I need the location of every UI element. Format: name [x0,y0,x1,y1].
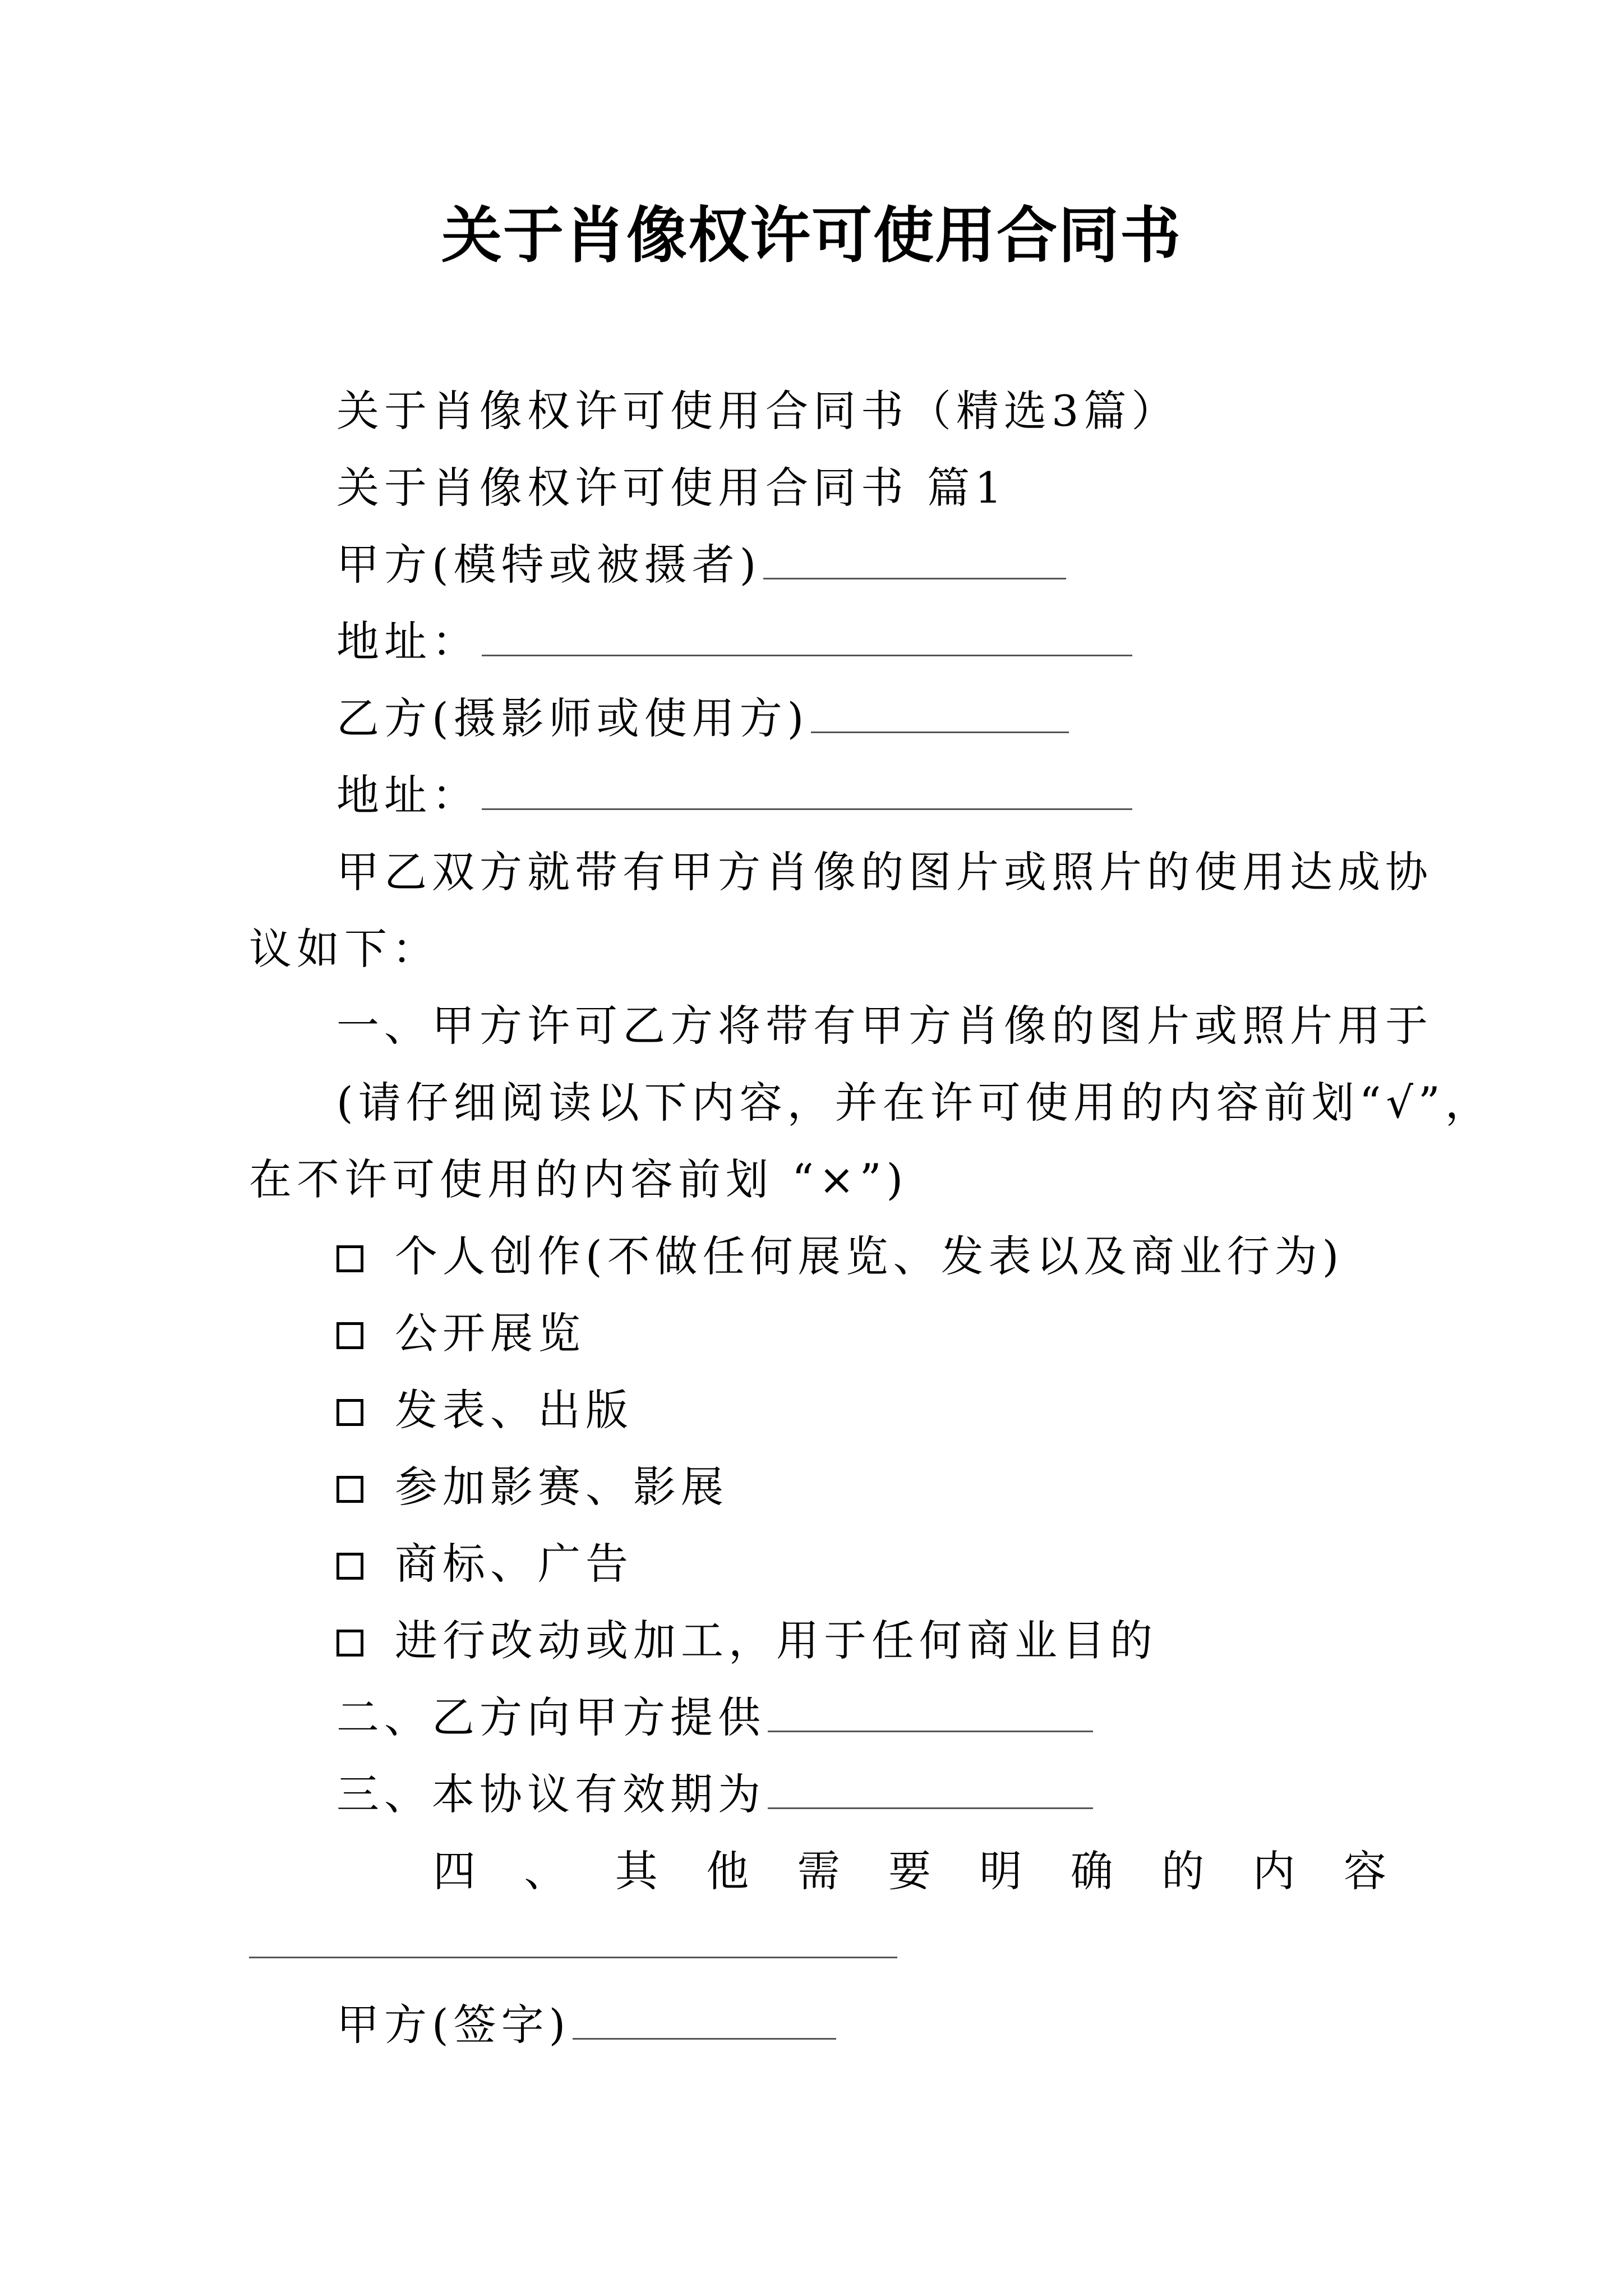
signature-blank[interactable] [573,2038,836,2040]
option-row [336,1228,1344,1285]
option-label: 参加影赛、影展 [395,1462,728,1512]
intro-line-1: 甲乙双方就带有甲方肖像的图片或照片的使用达成协 [336,847,1433,897]
address-line-2 [336,767,1132,823]
clause-4-char: 明 [979,1846,1022,1896]
signature-label: 甲方(签字) [336,2000,571,2050]
party-a-label: 甲方(模特或被摄者) [336,540,762,590]
clause-2-line [336,1690,1093,1746]
option-row [336,1613,1158,1669]
clause-3-blank[interactable] [768,1807,1093,1809]
clause-4-char: 要 [888,1846,931,1896]
document-title: 关于肖像权许可使用合同书 [441,200,1182,271]
clause-4-char: 内 [1252,1846,1295,1896]
option-label: 个人创作(不做任何展览、发表以及商业行为) [395,1231,1344,1281]
clause-4-char: 四 [433,1846,476,1896]
address-line-1 [336,614,1132,670]
instruction-line-1: (请仔细阅读以下内容，并在许可使用的内容前划“√”， [336,1078,1493,1128]
party-a-blank[interactable] [763,578,1066,579]
clause-2-blank[interactable] [768,1731,1093,1732]
address-label-2: 地址： [336,770,479,820]
option-label: 发表、出版 [395,1385,633,1435]
option-row [336,1305,585,1361]
party-b-label: 乙方(摄影师或使用方) [336,693,809,743]
signature-line [336,1997,836,2053]
address-blank-2[interactable] [482,808,1132,810]
option-row [336,1459,728,1515]
clause-4-char: 的 [1161,1846,1205,1896]
clause-4-char: 、 [524,1846,567,1896]
clause-4-blank[interactable] [249,1957,897,1958]
option-checkbox[interactable] [336,1245,363,1272]
clause-3-line [336,1766,1093,1823]
address-label-1: 地址： [336,616,479,666]
option-row [336,1536,633,1592]
clause-4-char: 容 [1343,1846,1386,1896]
intro-line-2: 议如下： [249,924,440,974]
option-row [336,1382,633,1438]
option-label: 进行改动或加工，用于任何商业目的 [395,1616,1158,1665]
option-checkbox[interactable] [336,1476,363,1503]
clause-4-char: 其 [615,1846,658,1896]
option-checkbox[interactable] [336,1399,363,1426]
clause-1: 一、甲方许可乙方将带有甲方肖像的图片或照片用于 [336,1001,1433,1051]
party-b-line [336,691,1069,747]
party-b-blank[interactable] [811,731,1069,733]
option-label: 公开展览 [395,1308,585,1358]
clause-2: 二、乙方向甲方提供 [336,1692,766,1742]
option-checkbox[interactable] [336,1553,363,1580]
clause-4 [433,1843,1386,1899]
party-a-line [336,537,1066,593]
section-heading: 关于肖像权许可使用合同书 篇1 [336,463,1007,513]
address-blank-1[interactable] [482,655,1132,656]
clause-4-char: 确 [1070,1846,1113,1896]
instruction-line-2: 在不许可使用的内容前划 “×”) [249,1154,909,1204]
clause-3: 三、本协议有效期为 [336,1769,766,1819]
document-subtitle: 关于肖像权许可使用合同书（精选3篇） [336,386,1179,436]
clause-4-char: 需 [797,1846,840,1896]
option-label: 商标、广告 [395,1539,633,1589]
option-checkbox[interactable] [336,1630,363,1657]
option-checkbox[interactable] [336,1322,363,1349]
clause-4-char: 他 [706,1846,749,1896]
